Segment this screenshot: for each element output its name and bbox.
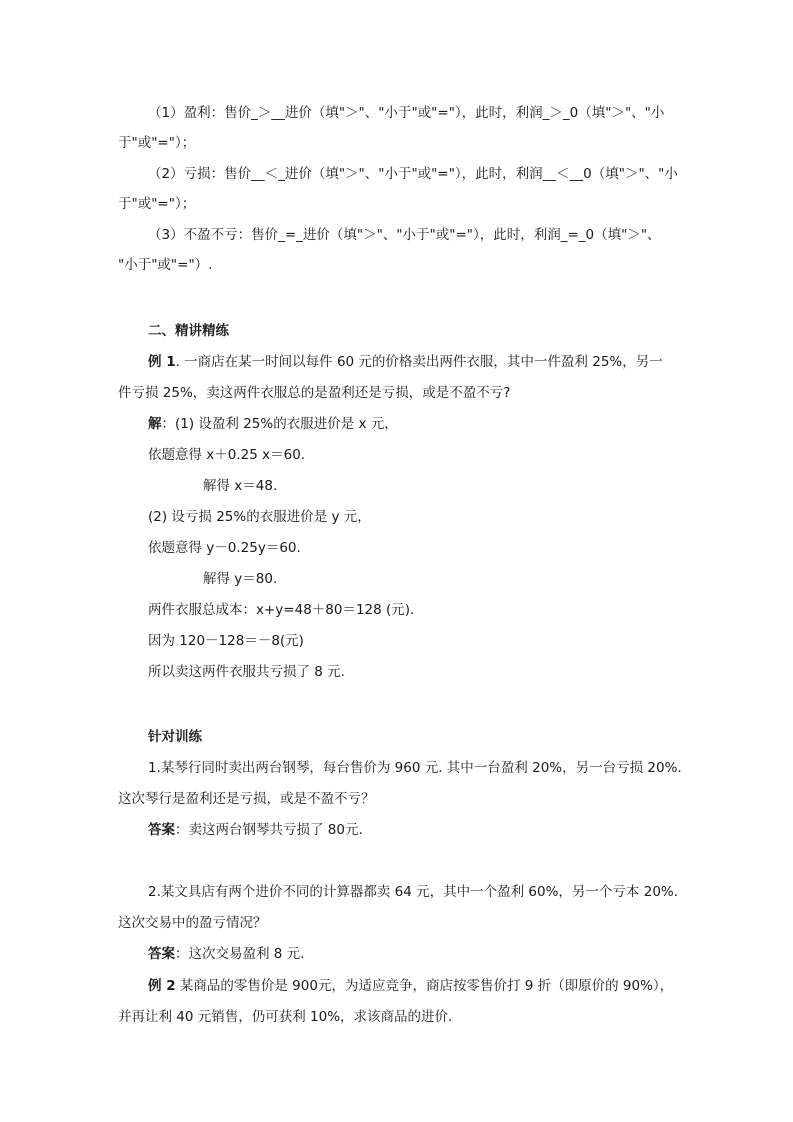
answer-text: ：这次交易盈利 8 元. — [175, 946, 305, 962]
example1-line2: 件亏损 25%，卖这两件衣服总的是盈利还是亏损，或是不盈不亏? — [118, 385, 511, 401]
item2-line2: 于"或"="）； — [118, 196, 196, 212]
solution-text: ：(1) 设盈利 25%的衣服进价是 x 元， — [161, 416, 398, 432]
practice-heading: 针对训练 — [148, 729, 202, 745]
example1-label: 例 1 — [148, 354, 176, 370]
solution-line7: 两件衣服总成本：x+y=48＋80＝128 (元). — [148, 602, 415, 618]
item3-line2: "小于"或"="）. — [118, 257, 213, 273]
answer-text: ：卖这两台钢琴共亏损了 80元. — [175, 822, 363, 838]
example2-line1 — [148, 977, 673, 995]
solution-line3: 解得 x＝48. — [203, 478, 278, 494]
item1-line1: （1）盈利：售价_＞__进价（填"＞"、"小于"或"="），此时，利润_＞_0（填"＞"、"小 — [148, 105, 665, 121]
section-heading: 二、精讲精练 — [148, 323, 229, 339]
solution-line5: 依题意得 y－0.25y＝60. — [148, 540, 301, 556]
practice-q1-answer — [148, 821, 363, 839]
item2-line1: （2）亏损：售价__＜_进价（填"＞"、"小于"或"="），此时，利润__＜__0（填"＞"、"小 — [148, 166, 678, 182]
practice-q1-line2: 这次琴行是盈利还是亏损，或是不盈不亏？ — [118, 791, 375, 807]
solution-line1 — [148, 415, 398, 433]
solution-line2: 依题意得 x＋0.25 x＝60. — [148, 447, 306, 463]
example2-text: 某商品的零售价是 900元，为适应竞争，商店按零售价打 9 折（即原价的 90%）， — [175, 978, 674, 994]
example2-line2: 并再让利 40 元销售，仍可获利 10%，求该商品的进价. — [118, 1009, 453, 1025]
practice-q1-line1: 1.某琴行同时卖出两台钢琴，每台售价为 960 元. 其中一台盈利 20%，另一台亏损 20%. — [148, 760, 682, 776]
item3-line1: （3）不盈不亏：售价_=_进价（填"＞"、"小于"或"="），此时，利润_=_0（填"＞"、 — [148, 227, 661, 243]
solution-label: 解 — [148, 416, 162, 432]
solution-line8: 因为 120－128＝－8(元) — [148, 633, 304, 649]
practice-q2-line2: 这次交易中的盈亏情况？ — [118, 915, 267, 931]
item1-line2: 于"或"="）； — [118, 135, 196, 151]
solution-line4: (2) 设亏损 25%的衣服进价是 y 元， — [148, 509, 371, 525]
example1-text: . 一商店在某一时间以每件 60 元的价格卖出两件衣服，其中一件盈利 25%，另一 — [175, 354, 663, 370]
solution-line6: 解得 y＝80. — [203, 571, 278, 587]
practice-q2-answer — [148, 945, 304, 963]
answer-label: 答案 — [148, 822, 175, 838]
example2-label: 例 2 — [148, 978, 176, 994]
answer-label: 答案 — [148, 946, 175, 962]
solution-line9: 所以卖这两件衣服共亏损了 8 元. — [148, 664, 345, 680]
example1-line1 — [148, 353, 663, 371]
practice-q2-line1: 2.某文具店有两个进价不同的计算器都卖 64 元，其中一个盈利 60%，另一个亏本 20%. — [148, 884, 679, 900]
